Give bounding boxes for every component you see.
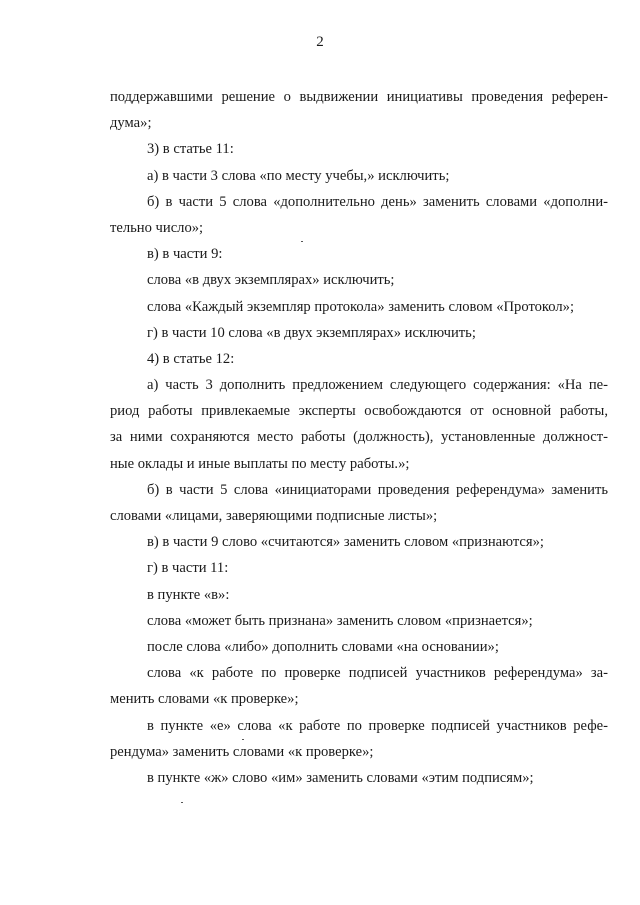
text-line: в пункте «в»: — [147, 586, 230, 603]
scan-speck — [242, 739, 244, 740]
text-line: в пункте «е» слова «к работе по проверке подписей участников рефе- — [147, 717, 608, 734]
text-line: г) в части 11: — [147, 560, 229, 577]
text-line: в) в части 9: — [147, 246, 223, 263]
text-line: слова «к работе по проверке подписей участников референдума» за- — [147, 665, 608, 682]
text-line: поддержавшими решение о выдвижении инициативы проведения референ- — [110, 89, 608, 105]
text-line: а) часть 3 дополнить предложением следующего содержания: «На пе- — [147, 377, 608, 394]
text-line: ные оклады и иные выплаты по месту работы.»; — [110, 455, 410, 472]
text-line: в пункте «ж» слово «им» заменить словами «этим подписям»; — [147, 769, 534, 786]
text-line: б) в части 5 слова «дополнительно день» заменить словами «дополни- — [147, 193, 608, 210]
text-line: б) в части 5 слова «инициаторами проведения референдума» заменить — [147, 481, 608, 498]
text-line: г) в части 10 слова «в двух экземплярах» исключить; — [147, 324, 476, 341]
text-line: слова «может быть признана» заменить словом «признается»; — [147, 612, 533, 629]
text-line: словами «лицами, заверяющими подписные листы»; — [110, 508, 438, 524]
text-line: 4) в статье 12: — [147, 350, 235, 367]
text-line: 3) в статье 11: — [147, 141, 234, 158]
text-line: риод работы привлекаемые эксперты освобождаются от основной работы, — [110, 403, 608, 420]
page-number: 2 — [316, 34, 324, 50]
text-line: за ними сохраняются место работы (должность), установленные должност- — [110, 429, 608, 446]
text-line: а) в части 3 слова «по месту учебы,» исключить; — [147, 167, 450, 184]
text-line: после слова «либо» дополнить словами «на основании»; — [147, 638, 499, 655]
text-line: рендума» заменить словами «к проверке»; — [110, 743, 374, 760]
text-line: слова «в двух экземплярах» исключить; — [147, 272, 395, 289]
scan-speck — [181, 802, 183, 803]
text-line: тельно число»; — [110, 219, 204, 236]
text-line: в) в части 9 слово «считаются» заменить словом «признаются»; — [147, 534, 544, 551]
text-line: дума»; — [110, 115, 152, 132]
scan-speck — [301, 241, 303, 242]
document-body — [110, 84, 608, 791]
text-line: слова «Каждый экземпляр протокола» заменить словом «Протокол»; — [147, 298, 575, 315]
text-line: менить словами «к проверке»; — [110, 691, 299, 708]
